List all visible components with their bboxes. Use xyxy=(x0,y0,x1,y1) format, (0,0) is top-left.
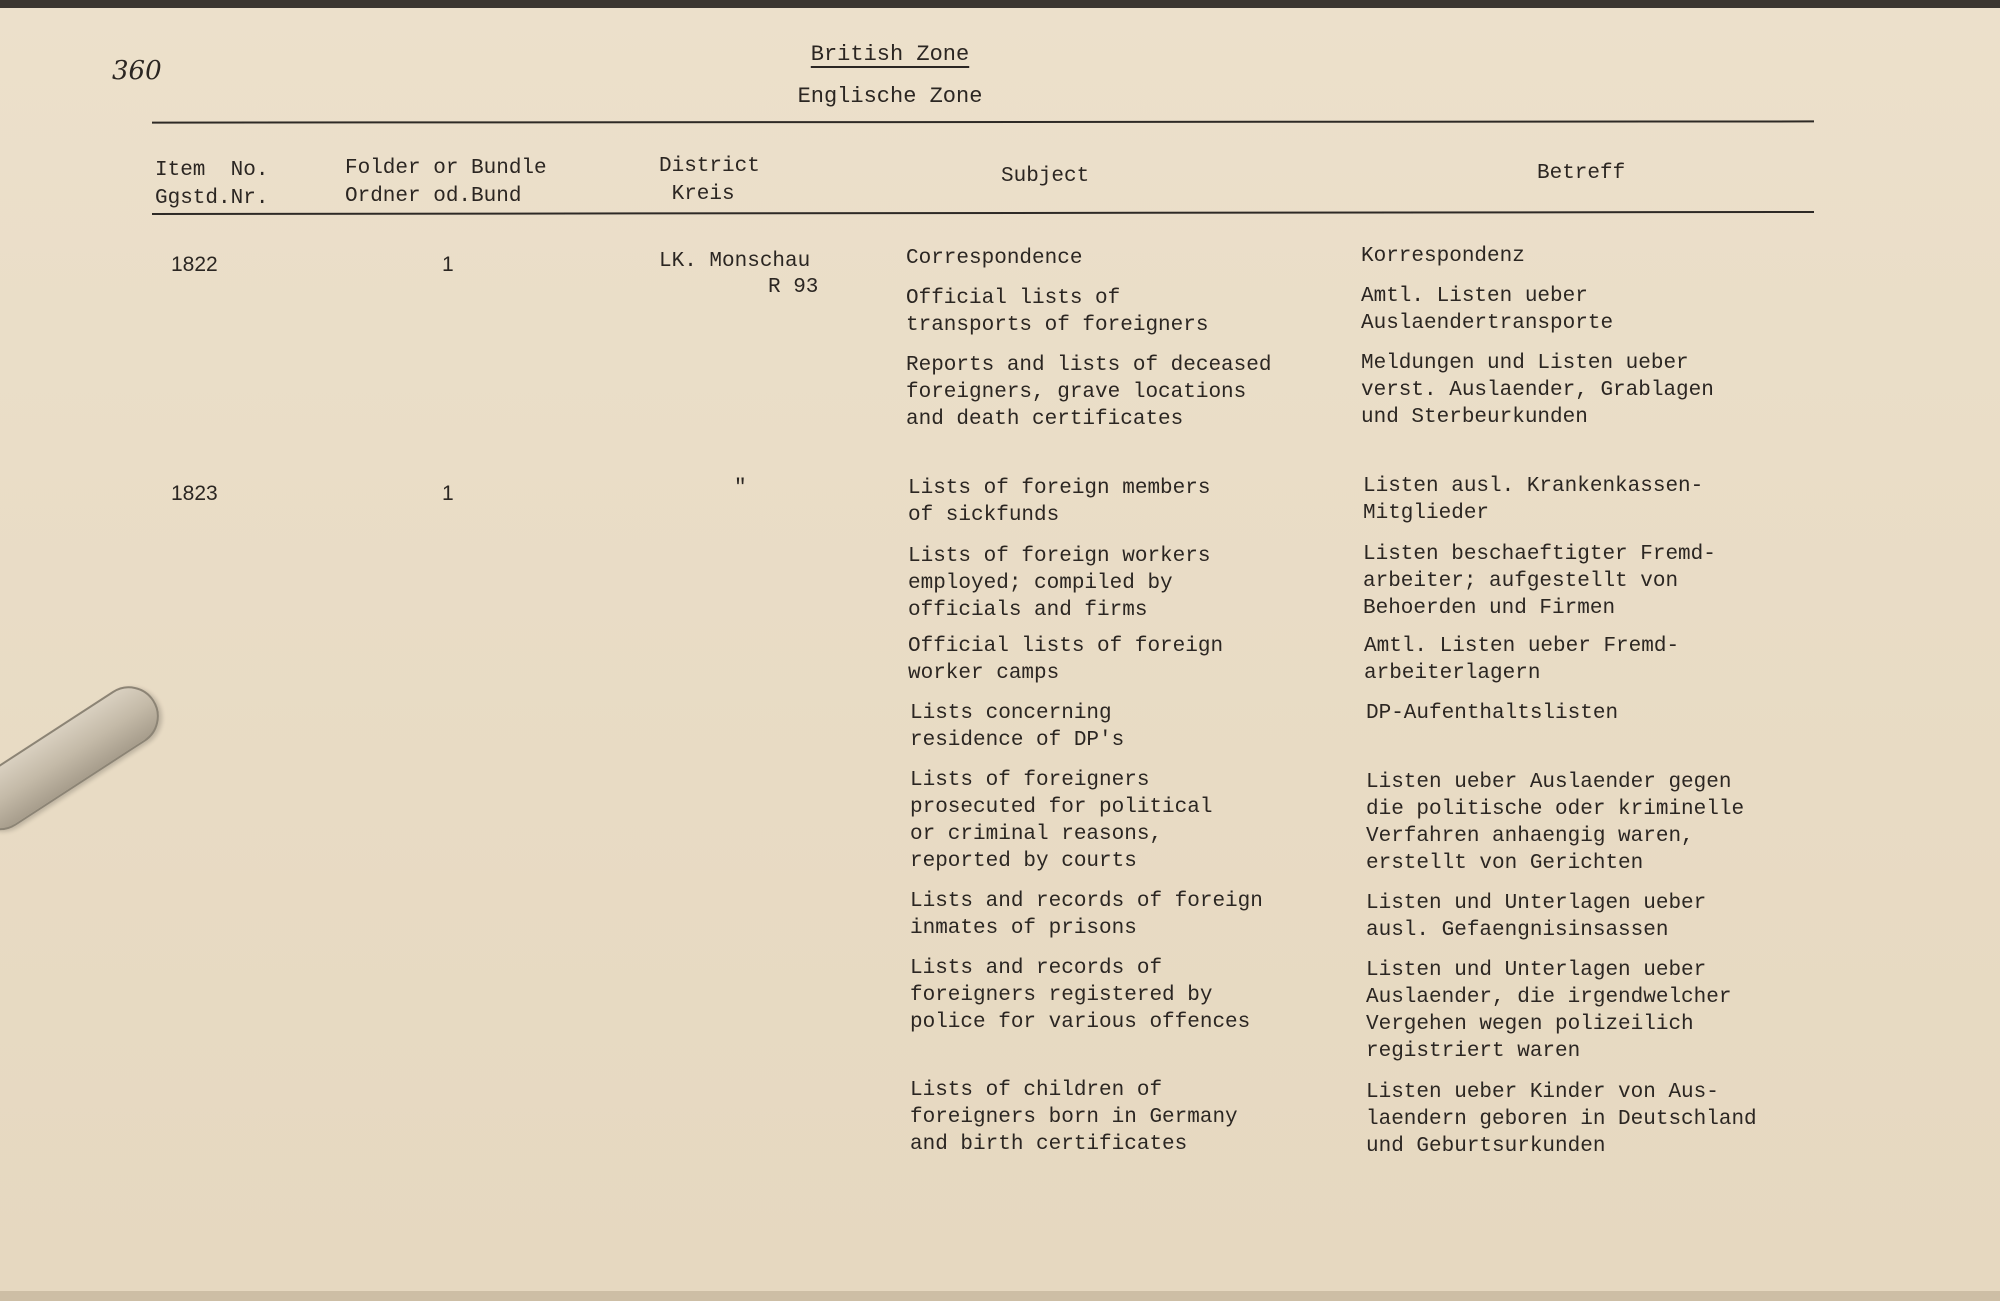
page-bottom-edge xyxy=(0,1291,2000,1301)
subject-entry: Official lists of transports of foreigners xyxy=(906,287,1209,337)
subject-entry: Official lists of foreign worker camps xyxy=(908,635,1224,685)
betreff-entry: Korrespondenz xyxy=(1361,245,1525,268)
district-ditto: " xyxy=(734,477,747,500)
betreff-entry: Listen beschaeftigter Fremd- arbeiter; aufgestellt von Behoerden und Firmen xyxy=(1363,543,1716,620)
paper-clip xyxy=(0,675,170,842)
item-number: 1823 xyxy=(171,482,218,505)
column-header-folder: Folder or Bundle Ordner od.Bund xyxy=(345,157,547,208)
subject-entry: Reports and lists of deceased foreigners, grave locations and death certificates xyxy=(906,354,1272,431)
subject-entry: Lists of children of foreigners born in Germany and birth certificates xyxy=(910,1079,1238,1156)
betreff-entry: Listen und Unterlagen ueber Auslaender, die irgendwelcher Vergehen wegen polizeilich registriert waren xyxy=(1366,959,1732,1063)
folder-number: 1 xyxy=(442,482,454,505)
column-header-betreff: Betreff xyxy=(1537,162,1626,185)
folder-number: 1 xyxy=(442,253,454,276)
betreff-entry: Listen ueber Kinder von Aus- laendern geboren in Deutschland und Geburtsurkunden xyxy=(1366,1081,1757,1158)
column-header-district: District Kreis xyxy=(659,155,760,206)
betreff-entry: Amtl. Listen ueber Auslaendertransporte xyxy=(1361,285,1614,335)
header-top-rule xyxy=(152,120,1814,123)
subject-entry: Lists and records of foreign inmates of prisons xyxy=(910,890,1263,940)
subject-entry: Lists concerning residence of DP's xyxy=(910,702,1125,752)
betreff-entry: Listen und Unterlagen ueber ausl. Gefaengnisinsassen xyxy=(1366,892,1707,942)
betreff-entry: Listen ausl. Krankenkassen- Mitglieder xyxy=(1363,475,1704,525)
betreff-entry: DP-Aufenthaltslisten xyxy=(1366,702,1619,725)
district-ref: R 93 xyxy=(768,276,819,299)
betreff-entry: Amtl. Listen ueber Fremd- arbeiterlagern xyxy=(1364,635,1680,685)
page-top-edge xyxy=(0,0,2000,8)
subject-entry: Lists and records of foreigners registered by police for various offences xyxy=(910,957,1251,1034)
header-bottom-rule xyxy=(152,211,1814,215)
subject-entry: Lists of foreigners prosecuted for political or criminal reasons, reported by courts xyxy=(910,769,1213,873)
column-header-subject: Subject xyxy=(1001,165,1090,188)
page-number: 360 xyxy=(112,56,162,86)
betreff-entry: Listen ueber Auslaender gegen die politische oder kriminelle Verfahren anhaengig waren, erstellt von Gerichten xyxy=(1366,771,1745,875)
column-header-item: Item No. Ggstd.Nr. xyxy=(155,159,269,210)
subject-entry: Lists of foreign workers employed; compiled by officials and firms xyxy=(908,545,1211,622)
subject-entry: Correspondence xyxy=(906,247,1083,270)
page-subtitle: Englische Zone xyxy=(797,84,983,109)
subject-entry: Lists of foreign members of sickfunds xyxy=(908,477,1211,527)
district-name: LK. Monschau xyxy=(659,250,811,273)
page-title: British Zone xyxy=(810,42,970,67)
betreff-entry: Meldungen und Listen ueber verst. Auslaender, Grablagen und Sterbeurkunden xyxy=(1361,352,1714,429)
item-number: 1822 xyxy=(171,253,218,276)
